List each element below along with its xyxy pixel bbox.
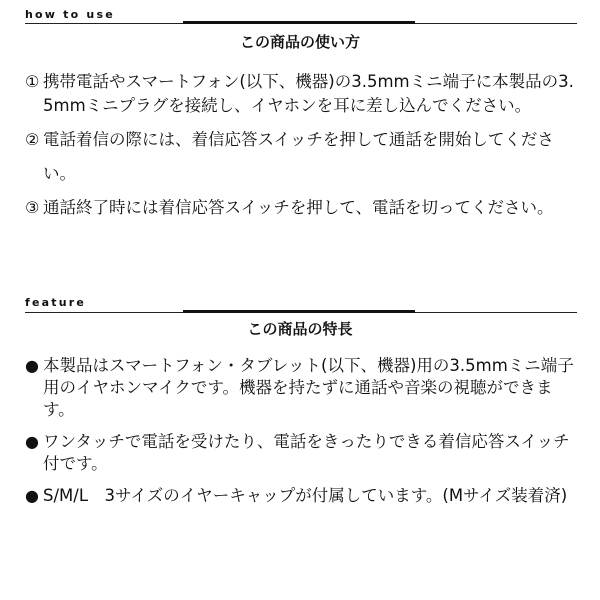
bullet-icon: ● (25, 356, 39, 375)
feature-heading: この商品の特長 (247, 320, 353, 338)
heading-underline (183, 21, 415, 24)
bullet-icon: ● (25, 432, 39, 451)
feature-text: ワンタッチで電話を受けたり、電話をきったりできる着信応答スイッチ付です。 (43, 432, 570, 473)
feature-item (25, 485, 580, 507)
how-to-use-heading: この商品の使い方 (239, 33, 360, 51)
feature-label: feature (25, 296, 87, 309)
feature-item (25, 431, 580, 475)
step-item (25, 196, 580, 220)
step-text: 携帯電話やスマートフォン(以下、機器)の3.5mmミニ端子に本製品の3.5mmミニプラグを接続し、イヤホンを耳に差し込んでください。 (43, 72, 574, 115)
feature-text: S/M/L 3サイズのイヤーキャップが付属しています。(Mサイズ装着済) (43, 486, 568, 505)
feature-text: 本製品はスマートフォン・タブレット(以下、機器)用の3.5mmミニ端子用のイヤホンマイクです。機器を持たずに通話や音楽の視聴ができます。 (43, 356, 574, 419)
feature-list (25, 355, 580, 517)
feature-item (25, 355, 580, 421)
heading-underline (183, 310, 415, 313)
step-item (25, 70, 580, 118)
step-text: 電話着信の際には、着信応答スイッチを押して通話を開始してください。 (43, 130, 554, 183)
bullet-icon: ● (25, 486, 39, 505)
step-number: ③ (25, 198, 40, 217)
step-number: ① (25, 72, 40, 91)
step-item (25, 123, 580, 191)
step-text: 通話終了時には着信応答スイッチを押して、電話を切ってください。 (43, 198, 554, 217)
step-number: ② (25, 130, 40, 149)
how-to-use-label: how to use (25, 8, 115, 21)
how-to-use-steps (25, 70, 580, 230)
